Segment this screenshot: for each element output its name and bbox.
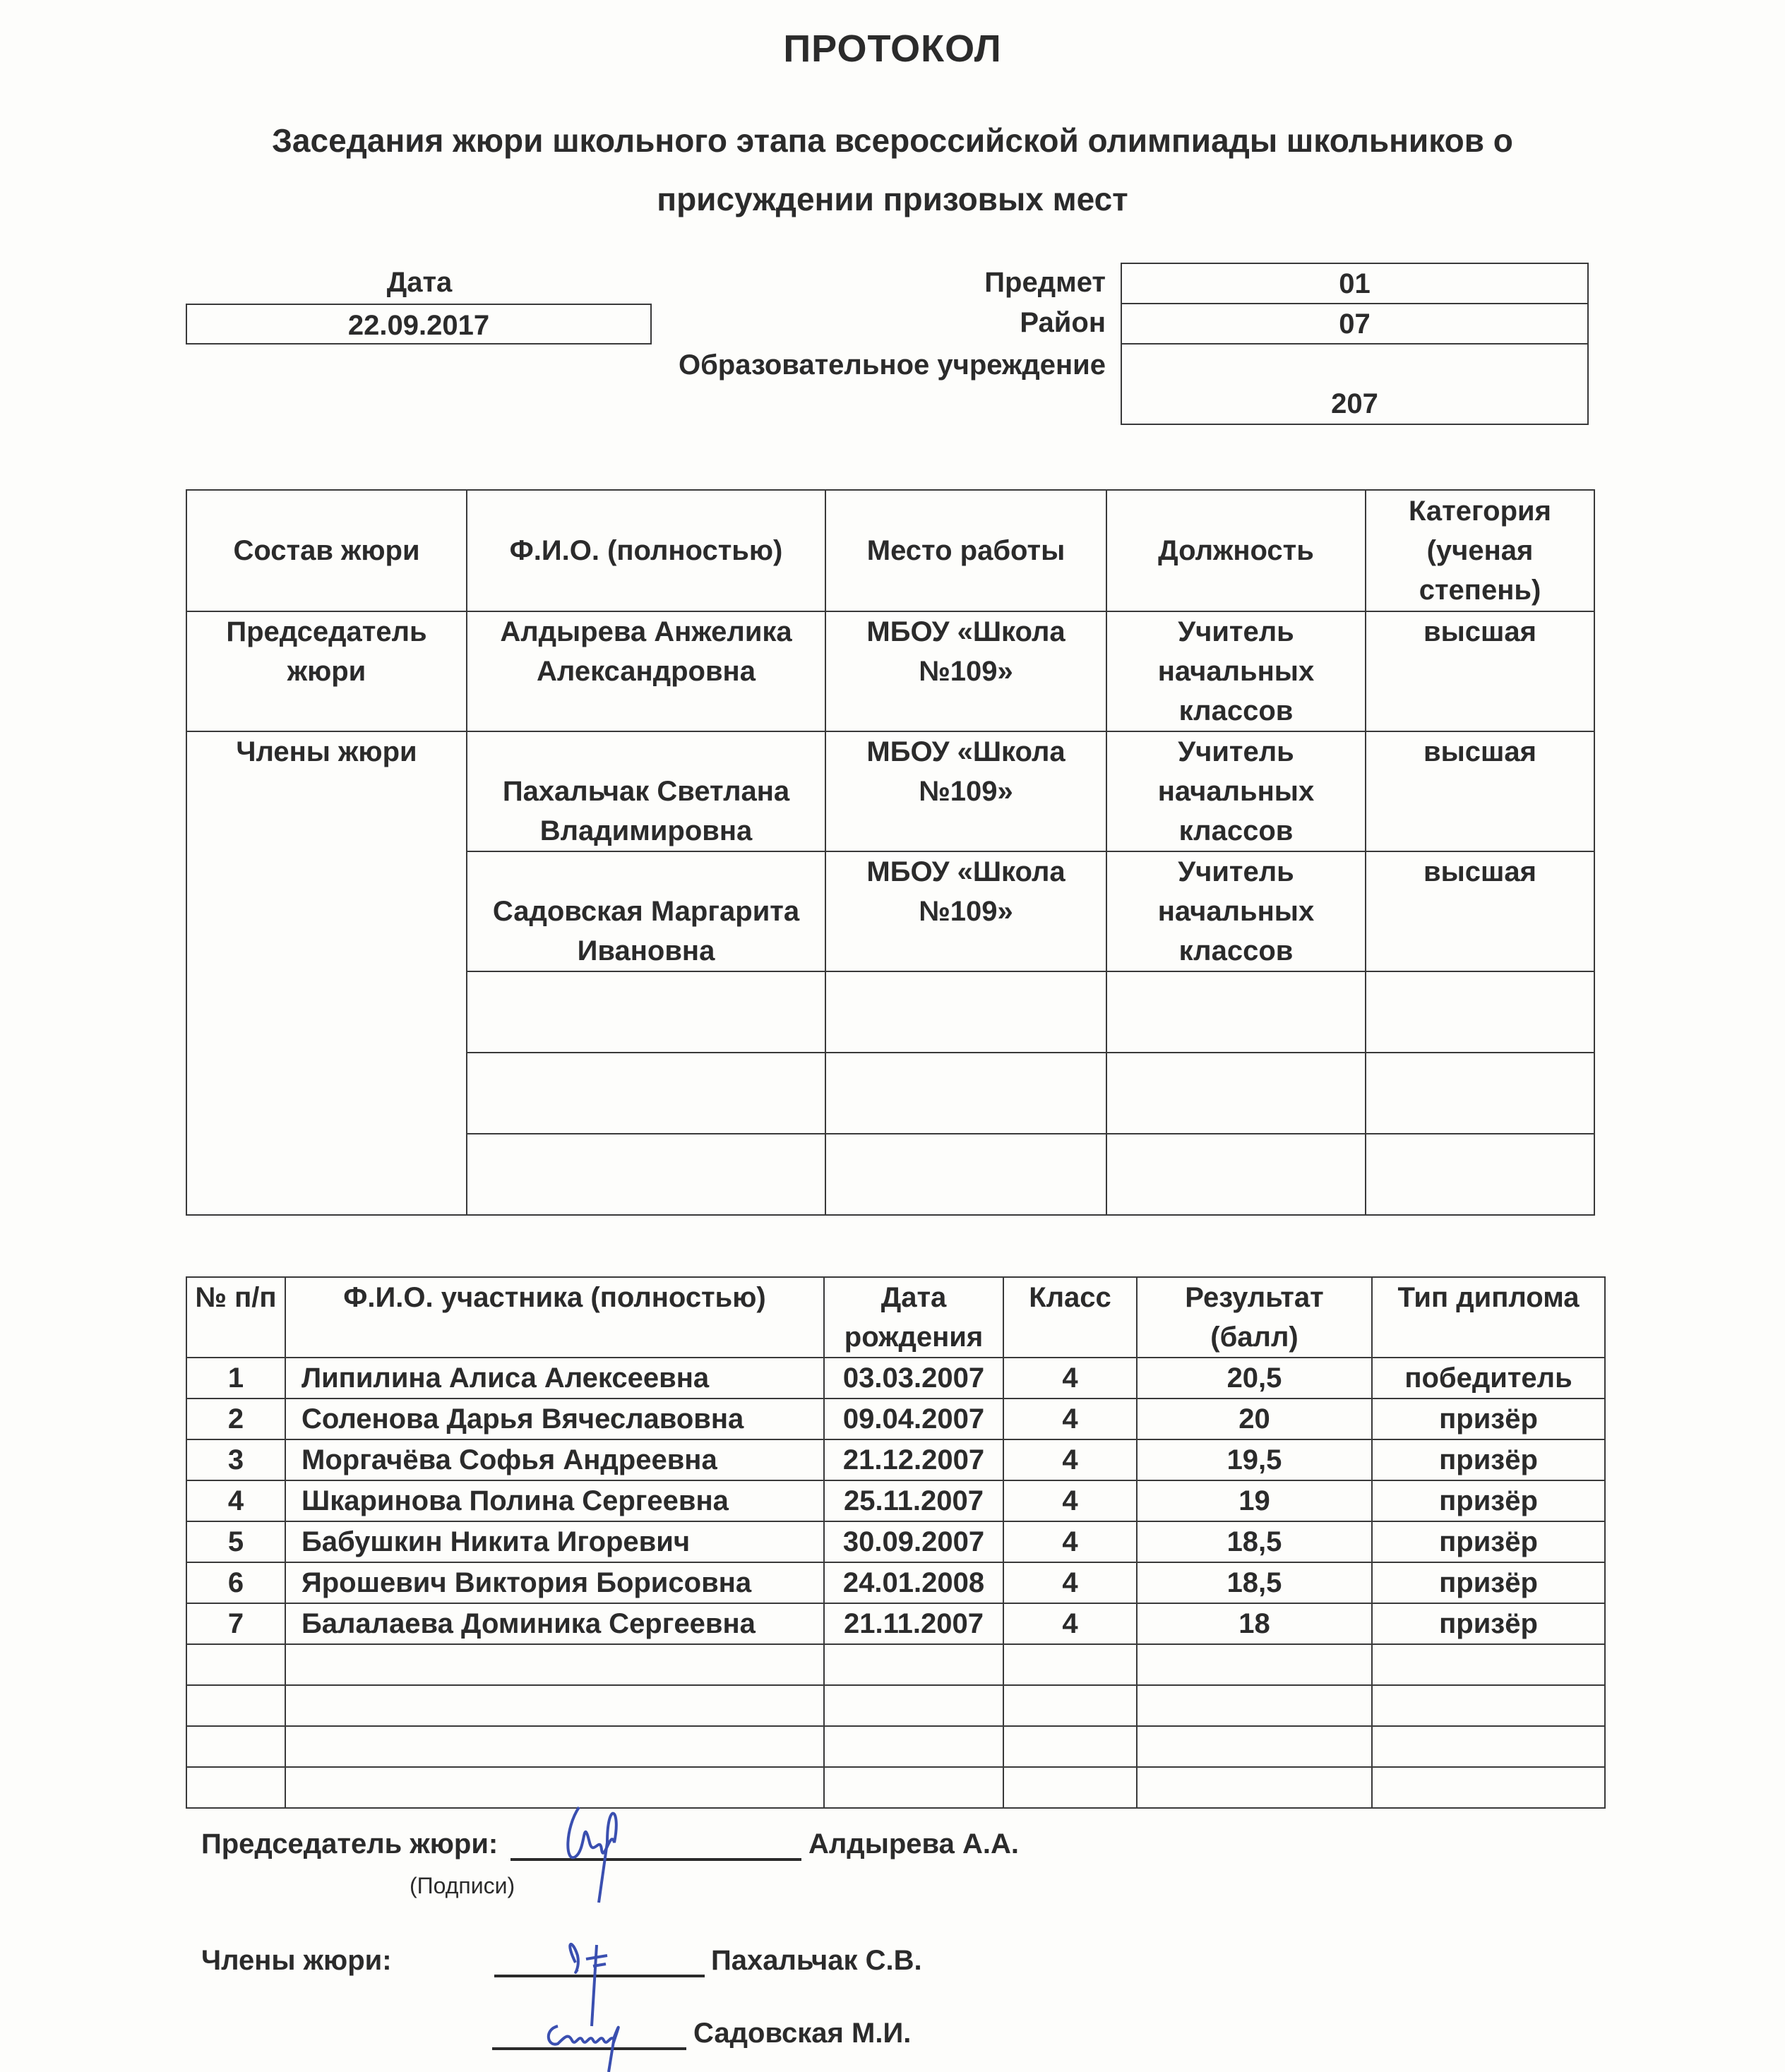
participant-dob: 09.04.2007 xyxy=(824,1399,1003,1439)
school-label: Образовательное учреждение xyxy=(678,349,1106,381)
empty-cell xyxy=(1106,971,1366,1053)
table-row-empty xyxy=(186,1726,1605,1767)
participant-grade: 4 xyxy=(1003,1399,1137,1439)
header-number: № п/п xyxy=(186,1277,285,1358)
empty-cell xyxy=(1106,1053,1366,1134)
empty-cell xyxy=(1372,1767,1605,1808)
participants-table xyxy=(186,1276,1606,1809)
empty-cell xyxy=(467,1134,825,1215)
empty-cell xyxy=(1003,1726,1137,1767)
header-name: Ф.И.О. участника (полностью) xyxy=(285,1277,824,1358)
table-row-empty xyxy=(186,1767,1605,1808)
participants-header-row xyxy=(186,1277,1605,1358)
chair-signature-label: Председатель жюри: xyxy=(201,1828,499,1860)
participant-score: 19 xyxy=(1137,1480,1372,1521)
participant-score: 18,5 xyxy=(1137,1562,1372,1603)
participant-dob: 21.12.2007 xyxy=(824,1439,1003,1480)
row-number: 5 xyxy=(186,1521,285,1562)
meta-codes-box xyxy=(1121,263,1589,425)
jury-name: Алдырева Анжелика Александровна xyxy=(467,611,825,731)
participant-name: Соленова Дарья Вячеславовна xyxy=(285,1399,824,1439)
jury-category: высшая xyxy=(1366,731,1594,851)
document-subtitle-line2: присуждении призовых мест xyxy=(657,181,1128,217)
member1-name: Пахальчак С.В. xyxy=(711,1945,922,1976)
row-number: 2 xyxy=(186,1399,285,1439)
participant-grade: 4 xyxy=(1003,1521,1137,1562)
participant-score: 19,5 xyxy=(1137,1439,1372,1480)
jury-role: Председатель жюри xyxy=(186,611,467,731)
empty-cell xyxy=(1003,1685,1137,1726)
empty-cell xyxy=(285,1726,824,1767)
jury-table-header-row xyxy=(186,490,1594,611)
participant-diploma: призёр xyxy=(1372,1603,1605,1644)
jury-category: высшая xyxy=(1366,851,1594,971)
header-score: Результат (балл) xyxy=(1137,1277,1372,1358)
district-field: 07 xyxy=(1122,304,1587,345)
jury-name: Пахальчак Светлана Владимировна xyxy=(467,731,825,851)
empty-cell xyxy=(1003,1767,1137,1808)
participant-name: Моргачёва Софья Андреевна xyxy=(285,1439,824,1480)
jury-header-name: Ф.И.О. (полностью) xyxy=(467,490,825,611)
school-field: 207 xyxy=(1331,388,1378,419)
chair-signature-icon xyxy=(558,1800,643,1899)
chair-name: Алдырева А.А. xyxy=(808,1828,1019,1860)
participant-diploma: призёр xyxy=(1372,1562,1605,1603)
empty-cell xyxy=(825,971,1106,1053)
participant-dob: 25.11.2007 xyxy=(824,1480,1003,1521)
participant-diploma: победитель xyxy=(1372,1358,1605,1399)
table-row xyxy=(186,1562,1605,1603)
subject-field: 01 xyxy=(1122,264,1587,304)
empty-cell xyxy=(186,1726,285,1767)
participant-grade: 4 xyxy=(1003,1562,1137,1603)
empty-cell xyxy=(824,1644,1003,1685)
row-number: 3 xyxy=(186,1439,285,1480)
date-field: 22.09.2017 xyxy=(186,304,652,345)
empty-cell xyxy=(285,1767,824,1808)
jury-name: Садовская Маргарита Ивановна xyxy=(467,851,825,971)
participant-score: 18 xyxy=(1137,1603,1372,1644)
participant-diploma: призёр xyxy=(1372,1480,1605,1521)
table-row xyxy=(186,1521,1605,1562)
participant-dob: 21.11.2007 xyxy=(824,1603,1003,1644)
table-row xyxy=(186,1603,1605,1644)
jury-position: Учитель начальных классов xyxy=(1106,611,1366,731)
member2-name: Садовская М.И. xyxy=(693,2018,912,2049)
empty-cell xyxy=(1137,1767,1372,1808)
participant-score: 20,5 xyxy=(1137,1358,1372,1399)
empty-cell xyxy=(186,1644,285,1685)
empty-cell xyxy=(467,1053,825,1134)
jury-header-category xyxy=(1366,490,1594,611)
jury-row-chair xyxy=(186,611,1594,731)
signatures-note: (Подписи) xyxy=(410,1873,515,1898)
empty-cell xyxy=(824,1767,1003,1808)
jury-header-role: Состав жюри xyxy=(186,490,467,611)
participant-diploma: призёр xyxy=(1372,1399,1605,1439)
participant-name: Балалаева Доминика Сергеевна xyxy=(285,1603,824,1644)
members-signature-label: Члены жюри: xyxy=(201,1945,392,1976)
empty-cell xyxy=(1366,1053,1594,1134)
subject-label: Предмет xyxy=(984,267,1106,298)
participant-grade: 4 xyxy=(1003,1439,1137,1480)
member2-signature-icon xyxy=(544,2016,657,2072)
member1-signature-icon xyxy=(565,1934,628,2026)
jury-row-member xyxy=(186,731,1594,851)
row-number: 6 xyxy=(186,1562,285,1603)
document-title: ПРОТОКОЛ xyxy=(783,28,1002,70)
table-row-empty xyxy=(186,1644,1605,1685)
empty-cell xyxy=(1137,1644,1372,1685)
empty-cell xyxy=(1106,1134,1366,1215)
empty-cell xyxy=(186,1685,285,1726)
table-row xyxy=(186,1358,1605,1399)
chair-signature-line xyxy=(511,1858,801,1861)
date-label: Дата xyxy=(386,267,453,298)
empty-cell xyxy=(1137,1685,1372,1726)
participant-dob: 03.03.2007 xyxy=(824,1358,1003,1399)
table-row xyxy=(186,1480,1605,1521)
participant-diploma: призёр xyxy=(1372,1521,1605,1562)
table-row-empty xyxy=(186,1685,1605,1726)
participant-dob: 24.01.2008 xyxy=(824,1562,1003,1603)
jury-position: Учитель начальных классов xyxy=(1106,851,1366,971)
header-diploma: Тип диплома xyxy=(1372,1277,1605,1358)
participant-score: 20 xyxy=(1137,1399,1372,1439)
empty-cell xyxy=(1372,1644,1605,1685)
row-number: 1 xyxy=(186,1358,285,1399)
empty-cell xyxy=(467,971,825,1053)
row-number: 4 xyxy=(186,1480,285,1521)
table-row xyxy=(186,1439,1605,1480)
participant-name: Ярошевич Виктория Борисовна xyxy=(285,1562,824,1603)
empty-cell xyxy=(1366,971,1594,1053)
jury-category: высшая xyxy=(1366,611,1594,731)
jury-header-category-line1: Категория xyxy=(1409,496,1551,527)
header-grade: Класс xyxy=(1003,1277,1137,1358)
empty-cell xyxy=(186,1767,285,1808)
jury-position: Учитель начальных классов xyxy=(1106,731,1366,851)
jury-header-position: Должность xyxy=(1106,490,1366,611)
participant-name: Бабушкин Никита Игоревич xyxy=(285,1521,824,1562)
empty-cell xyxy=(824,1685,1003,1726)
jury-role: Члены жюри xyxy=(186,731,467,1215)
jury-workplace: МБОУ «Школа №109» xyxy=(825,731,1106,851)
participant-grade: 4 xyxy=(1003,1358,1137,1399)
jury-header-category-line3: степень) xyxy=(1419,575,1541,606)
participant-name: Шкаринова Полина Сергеевна xyxy=(285,1480,824,1521)
participant-dob: 30.09.2007 xyxy=(824,1521,1003,1562)
header-dob: Дата рождения xyxy=(824,1277,1003,1358)
empty-cell xyxy=(824,1726,1003,1767)
district-label: Район xyxy=(1020,307,1106,338)
jury-workplace: МБОУ «Школа №109» xyxy=(825,851,1106,971)
empty-cell xyxy=(1137,1726,1372,1767)
jury-table xyxy=(186,489,1595,1216)
empty-cell xyxy=(285,1685,824,1726)
empty-cell xyxy=(1366,1134,1594,1215)
participant-name: Липилина Алиса Алексеевна xyxy=(285,1358,824,1399)
empty-cell xyxy=(825,1053,1106,1134)
row-number: 7 xyxy=(186,1603,285,1644)
document-subtitle-line1: Заседания жюри школьного этапа всероссийской олимпиады школьников о xyxy=(272,122,1513,159)
jury-workplace: МБОУ «Школа №109» xyxy=(825,611,1106,731)
empty-cell xyxy=(825,1134,1106,1215)
jury-header-workplace: Место работы xyxy=(825,490,1106,611)
participant-diploma: призёр xyxy=(1372,1439,1605,1480)
empty-cell xyxy=(1372,1685,1605,1726)
participant-grade: 4 xyxy=(1003,1603,1137,1644)
empty-cell xyxy=(1003,1644,1137,1685)
jury-header-category-line2: (ученая xyxy=(1426,535,1534,566)
empty-cell xyxy=(1372,1726,1605,1767)
participant-score: 18,5 xyxy=(1137,1521,1372,1562)
table-row xyxy=(186,1399,1605,1439)
empty-cell xyxy=(285,1644,824,1685)
participant-grade: 4 xyxy=(1003,1480,1137,1521)
